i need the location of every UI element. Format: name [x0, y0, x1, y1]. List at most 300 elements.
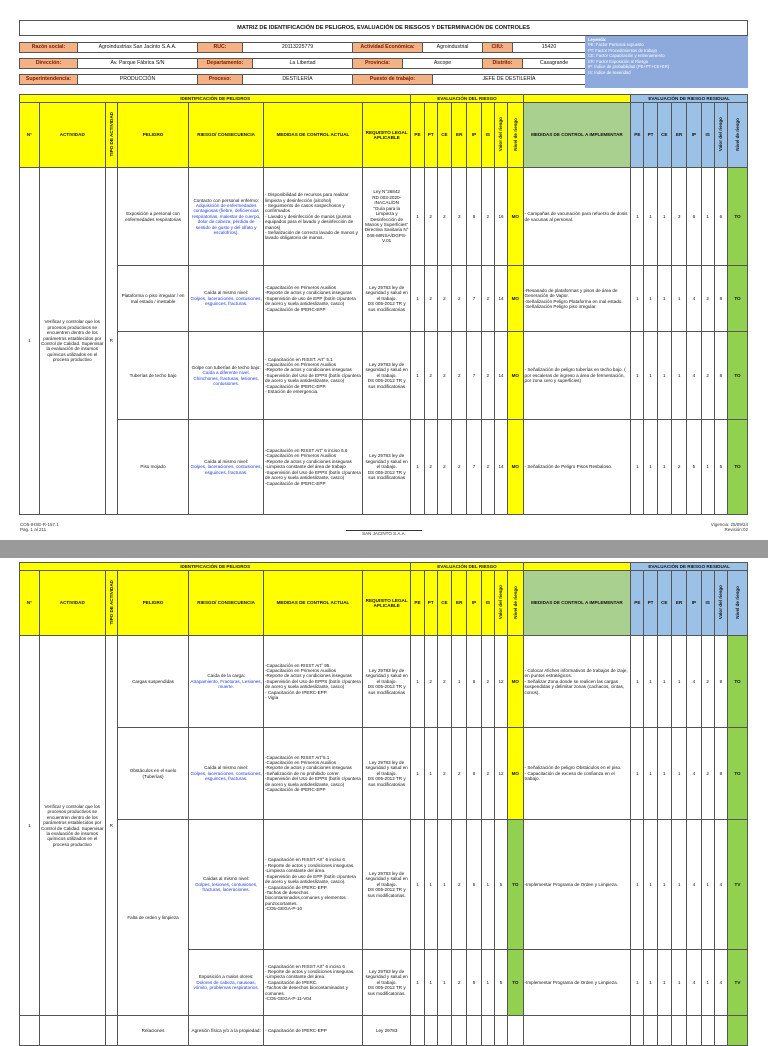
col-ce: CE: [437, 571, 451, 636]
provincia-value: Ascope: [403, 59, 483, 69]
ip-cell: 8: [467, 168, 481, 266]
riesgo-title: Caída de la carga:: [207, 673, 245, 679]
table-row: [20, 636, 748, 728]
actividad-cell: Verificar y controlar que los procesos productivos se encuentren dentro de los parámetros establecidos por Control de Calidad. Supervisar la evaluación de insumos químicos utilizados en el proceso productivo: [39, 636, 105, 1016]
row-number-cell: 1: [20, 168, 40, 515]
residual-er-cell: 1: [671, 728, 686, 820]
ce-cell: 2: [437, 332, 451, 420]
is-cell: 2: [481, 332, 494, 420]
medidas-cell: -Capacitación en RISST Art° 6 inciso 6.6 -Capacitación en Primeros Auxilios -Reporte de actos y condiciones inseguras -Limpieza constante del área de trabajo -Supervisión del Uso de EPPS (botín c/puntera de acero y suela antideslizante, casco) -Capacitación de IPERC-EPP: [264, 420, 363, 515]
peligro-cell: Obstáculos en el suelo (Tuberías): [117, 728, 188, 820]
nivel-riesgo-cell: MO: [508, 636, 523, 728]
residual-is-cell: 2: [701, 332, 714, 420]
peligro-cell: Relaciones: [117, 1016, 188, 1046]
nivel-riesgo-cell: MO: [508, 168, 523, 266]
er-cell: 2: [452, 420, 467, 515]
pt-cell: 1: [424, 950, 437, 1016]
residual-is-cell: 1: [701, 168, 714, 266]
col-r-nivel: Nivel de riesgo: [734, 585, 740, 619]
residual-pt-cell: 1: [644, 168, 657, 266]
tipo-cell: R: [105, 168, 117, 515]
requisito-cell: Ley 29783: [362, 1016, 410, 1046]
peligro-cell: Exposición a personal con enfermedades respiratorias: [117, 168, 188, 266]
col-n: N°: [20, 103, 40, 168]
col-r-er: ER: [671, 103, 686, 168]
col-actividad: ACTIVIDAD: [39, 571, 105, 636]
ruc-value: 20113225779: [243, 43, 353, 53]
er-cell: 2: [452, 332, 467, 420]
residual-is-cell: 1: [701, 820, 714, 950]
residual-er-cell: 1: [671, 636, 686, 728]
col-r-ip: IP: [687, 103, 701, 168]
riesgo-cell: [189, 266, 264, 332]
ip-cell: 7: [467, 332, 481, 420]
departamento-value: La Libertad: [253, 59, 353, 69]
col-pt: PT: [424, 103, 437, 168]
residual-valor-cell: 4: [714, 820, 727, 950]
residual-pe-cell: 1: [631, 636, 644, 728]
process-info-table: [19, 74, 586, 85]
actividad-value: Agroindustrial: [423, 43, 483, 53]
residual-pe-cell: 1: [631, 950, 644, 1016]
matrix-page-2: [0, 558, 768, 1033]
ip-cell: 5: [467, 820, 481, 950]
band-residual: EVALUACIÓN DE RIESGO RESIDUAL: [631, 563, 748, 571]
ip-cell: 7: [467, 266, 481, 332]
residual-ip-cell: 4: [687, 820, 701, 950]
residual-is-cell: 1: [701, 420, 714, 515]
proceso-label: Proceso:: [198, 75, 243, 85]
residual-er-cell: 3: [671, 168, 686, 266]
col-r-valor: Valor del riesgo: [718, 117, 724, 152]
implementar-cell: - Señalización de peligro Obstáculos en el piso. - Capacitación de exceso de confianza en el trabajo.: [523, 728, 631, 820]
pt-cell: 1: [424, 820, 437, 950]
implementar-cell: -Implementar Programa de Orden y Limpieza.: [523, 950, 631, 1016]
col-nivel: Nivel de riesgo: [512, 117, 518, 151]
ce-cell: 1: [437, 820, 451, 950]
legend-title: Leyenda:: [588, 37, 607, 42]
medidas-cell: - Capacitación en RISST Art° 6 inciso 6 - Reporte de actos y condiciones inseguras. -Limpieza constante del área. - Capacitación de IPERC. -Tachos de desechos biocontaminados y comunes. -CO5-GEGA-P-11-V04: [264, 950, 363, 1016]
page-separator: [0, 540, 768, 558]
requisito-cell: Ley 29783 ley de seguridad y salud en el trabajo. DS 005-2012 TR y sus modificatorias: [362, 332, 410, 420]
band-evaluacion: EVALUACIÓN DEL RIESGO: [411, 563, 523, 571]
requisito-cell: Ley 29783 ley de seguridad y salud en el trabajo. DS 005-2012 TR y sus modificatorias: [362, 636, 410, 728]
residual-ce-cell: 1: [657, 728, 671, 820]
riesgo-consecuencia: Golpes, lesiones, contusiones, fracturas, laceraciones.: [194, 881, 258, 893]
medidas-cell: -Capacitación en RISST Art° 95. -Capacitación en Primeros Auxilios -Reporte de actos y condiciones inseguras -Supervisión del Uso de EPPS (botín c/puntera de acero y suela antideslizante, casco) - Capacitación de IPERC-EPP. - Vigía: [264, 636, 363, 728]
footer-vigencia: Vigencia: 25/09/24: [710, 522, 748, 527]
razon-social-label: Razón social:: [20, 43, 78, 53]
er-cell: 2: [452, 820, 467, 950]
is-cell: 2: [481, 168, 494, 266]
riesgo-title: Caídas al mismo nivel:: [203, 876, 250, 882]
col-riesgo: RIESGO/ CONSECUENCIA: [189, 103, 264, 168]
col-medidas: MEDIDAS DE CONTROL ACTUAL: [264, 103, 363, 168]
riesgo-cell: [189, 820, 264, 950]
ip-cell: 6: [467, 728, 481, 820]
implementar-cell: - Campañas de vacunación para refuerzo de dosis de vacunas al personal.: [523, 168, 631, 266]
requisito-cell: Ley 29783 ley de seguridad y salud en el trabajo. DS 005-2012 TR y sus modificatorias: [362, 420, 410, 515]
nivel-riesgo-cell: MO: [508, 266, 523, 332]
residual-ce-cell: 1: [657, 636, 671, 728]
residual-er-cell: 1: [671, 820, 686, 950]
implementar-cell: -Implementar Programa de Orden y Limpieza.: [523, 820, 631, 950]
col-r-pe: PE: [631, 103, 644, 168]
legend-item: IP: Índice de probabilidad (PE+PT+CE+ER): [588, 64, 670, 70]
col-valor: Valor del riesgo: [498, 585, 504, 620]
page2-rows: [20, 636, 748, 1016]
riesgo-cell: [189, 420, 264, 515]
valor-cell: 14: [494, 266, 507, 332]
residual-ip-cell: 4: [687, 332, 701, 420]
pt-cell: 1: [424, 728, 437, 820]
ce-cell: 2: [437, 728, 451, 820]
distrito-value: Casagrande: [523, 59, 586, 69]
col-r-pt: PT: [644, 103, 657, 168]
ruc-label: RUC:: [198, 43, 243, 53]
legend-item: IS: Índice de severidad: [588, 69, 631, 75]
medidas-cell: - Capacitación en RISST Art° 6 inciso 6 - Reporte de actos y condiciones inseguras. -Limpieza constante del área. -Supervisión de uso de EPP (botín c/puntera de acero y suela antideslizante, casco). - Capacitación de IPERC-EPP. -Tachos de desechos biocontaminados,comunes y elementos punzocortantes. -CO5-GEGA-P-10: [264, 820, 363, 950]
requisito-cell: Ley 29783 ley de seguridad y salud en el trabajo. DS 005-2012 TR y sus modificatorias: [362, 266, 410, 332]
pe-cell: 1: [411, 950, 424, 1016]
col-implementar: MEDIDAS DE CONTROL A IMPLEMENTAR: [523, 571, 631, 636]
valor-cell: 5: [494, 820, 507, 950]
table-row: [20, 168, 748, 266]
col-is: IS: [481, 571, 494, 636]
col-is: IS: [481, 103, 494, 168]
table-row: [20, 266, 748, 332]
pe-cell: 1: [411, 332, 424, 420]
er-cell: 2: [452, 728, 467, 820]
residual-nivel-cell: TO: [727, 168, 747, 266]
residual-er-cell: 1: [671, 950, 686, 1016]
table-row: [20, 820, 748, 950]
riesgo-consecuencia: Atrapamiento, Fracturas, Lesiones, muerte.: [190, 678, 262, 690]
proceso-value: DESTILERÍA: [243, 75, 353, 85]
pe-cell: 1: [411, 820, 424, 950]
pe-cell: 1: [411, 168, 424, 266]
footer-code: CO5-IHSE-R-157.1: [20, 522, 59, 527]
actividad-label: Actividad Económica:: [353, 43, 423, 53]
legend-item: PT: Factor Procedimientos de trabajo: [588, 47, 657, 53]
residual-nivel-cell: TV: [727, 820, 747, 950]
residual-valor-cell: 8: [714, 636, 727, 728]
residual-ce-cell: 1: [657, 950, 671, 1016]
residual-valor-cell: 6: [714, 168, 727, 266]
residual-er-cell: 2: [671, 420, 686, 515]
residual-ip-cell: 4: [687, 636, 701, 728]
ce-cell: 2: [437, 420, 451, 515]
er-cell: 2: [452, 950, 467, 1016]
col-valor: Valor del riesgo: [498, 117, 504, 152]
table-row: [20, 728, 748, 820]
riesgo-cell: [189, 168, 264, 266]
col-riesgo: RIESGO/ CONSECUENCIA: [189, 571, 264, 636]
ce-cell: 2: [437, 636, 451, 728]
legend-box: [585, 36, 748, 88]
nivel-riesgo-cell: TO: [508, 950, 523, 1016]
residual-is-cell: 1: [701, 950, 714, 1016]
superintendencia-value: PRODUCCIÓN: [78, 75, 198, 85]
col-pe: PE: [411, 571, 424, 636]
residual-ce-cell: 1: [657, 332, 671, 420]
residual-valor-cell: 4: [714, 950, 727, 1016]
is-cell: 2: [481, 266, 494, 332]
implementar-cell: - Señalización de Peligro Pisos Resbaloso.: [523, 420, 631, 515]
is-cell: 2: [481, 728, 494, 820]
residual-nivel-cell: TO: [727, 636, 747, 728]
ciiu-value: 15420: [513, 43, 586, 53]
col-r-is: IS: [701, 571, 714, 636]
nivel-riesgo-cell: MO: [508, 420, 523, 515]
medidas-cell: -Capacitación en RISST Art°5.1 -Capacitación en Primeros Auxilios -Reporte de actos y condiciones inseguras -Señalización de no prohibido correr. -Supervisión del Uso de EPPS (botín c/puntera de acero y suela antideslizante, casco) -Capacitación de IPERC-EPP: [264, 728, 363, 820]
col-r-ce: CE: [657, 103, 671, 168]
residual-valor-cell: 5: [714, 420, 727, 515]
peligro-cell: Tuberías de techo bajo: [117, 332, 188, 420]
footer-company: SAN JACINTO S.A.A.: [346, 530, 422, 536]
col-r-ce: CE: [657, 571, 671, 636]
riesgo-consecuencia: Golpes, laceraciones, contusiones, esguinces, fracturas.: [190, 295, 262, 307]
col-r-pe: PE: [631, 571, 644, 636]
is-cell: 1: [481, 820, 494, 950]
residual-ce-cell: 1: [657, 820, 671, 950]
col-peligro: PELIGRO: [117, 103, 188, 168]
col-ip: IP: [467, 571, 481, 636]
residual-pt-cell: 1: [644, 420, 657, 515]
residual-ip-cell: 4: [687, 266, 701, 332]
col-nivel: Nivel de riesgo: [512, 585, 518, 619]
residual-is-cell: 2: [701, 728, 714, 820]
row-number-cell: 1: [20, 636, 40, 1016]
residual-ce-cell: 1: [657, 420, 671, 515]
valor-cell: 12: [494, 728, 507, 820]
riesgo-cell: [189, 636, 264, 728]
residual-pe-cell: 1: [631, 332, 644, 420]
col-medidas: MEDIDAS DE CONTROL ACTUAL: [264, 571, 363, 636]
pe-cell: 1: [411, 266, 424, 332]
col-r-nivel: Nivel de riesgo: [734, 117, 740, 151]
riesgo-title: Caída al mismo nivel:: [204, 765, 249, 771]
direccion-value: Av. Parque Fábrica S/N: [78, 59, 198, 69]
implementar-cell: -Resanado de plataformas y pisos de área de Generación de Vapor. -Señalización Peligro Plataforma en mal estado. -Señalización Peligro piso irregular.: [523, 266, 631, 332]
riesgo-consecuencia: Golpes, laceraciones, contusiones, esguinces, fracturas.: [190, 770, 262, 782]
residual-pe-cell: 1: [631, 820, 644, 950]
pt-cell: 2: [424, 332, 437, 420]
residual-valor-cell: 8: [714, 728, 727, 820]
residual-is-cell: 2: [701, 266, 714, 332]
residual-pt-cell: 1: [644, 820, 657, 950]
pe-cell: 1: [411, 728, 424, 820]
residual-pt-cell: 1: [644, 266, 657, 332]
residual-nivel-cell: TO: [727, 728, 747, 820]
is-cell: 2: [481, 420, 494, 515]
riesgo-cell: [189, 728, 264, 820]
riesgo-cell: [189, 950, 264, 1016]
residual-pe-cell: 1: [631, 728, 644, 820]
address-info-table: [19, 58, 586, 69]
footer-revision: Revisión:02: [724, 527, 748, 533]
residual-pt-cell: 1: [644, 728, 657, 820]
tipo-cell: R: [105, 636, 117, 1016]
valor-cell: 14: [494, 332, 507, 420]
col-ip: IP: [467, 103, 481, 168]
residual-pt-cell: 1: [644, 332, 657, 420]
er-cell: 1: [452, 636, 467, 728]
col-r-is: IS: [701, 103, 714, 168]
footer-page: Pag. 1 al 211: [20, 527, 47, 533]
medidas-cell: -Capacitación en Primeros Auxilios -Reporte de actos y condiciones inseguras -Supervisión de uso de EPP (botín c/puntera de acero y suela antideslizante, casco) -Capacitación de IPERC-EPP: [264, 266, 363, 332]
riesgo-title: Exposición a malos olores:: [198, 974, 254, 980]
residual-nivel-cell: TO: [727, 266, 747, 332]
nivel-riesgo-cell: MO: [508, 332, 523, 420]
medidas-cell: - Capacitación en RISST. Art° 5.1 -Capacitación en Primeros Auxilios -Reporte de actos y condiciones inseguras -Supervisión del Uso de EPPS (botín c/puntera de acero y suela antideslizante, casco) -Capacitación de IPERC-EPP. - Estación de emergencia.: [264, 332, 363, 420]
medidas-cell: - Capacitación de IPERC-EPP: [264, 1016, 363, 1046]
ip-cell: 7: [467, 420, 481, 515]
riesgo-title: Contacto con personal enfermo:: [193, 197, 259, 203]
puesto-label: Puesto de trabajo:: [353, 75, 433, 85]
departamento-label: Departamento:: [198, 59, 253, 69]
residual-er-cell: 1: [671, 266, 686, 332]
riesgo-title: Caída al mismo nivel:: [204, 290, 249, 296]
puesto-value: JEFE DE DESTILERÍA: [433, 75, 586, 85]
table-row: [20, 332, 748, 420]
col-implementar: MEDIDAS DE CONTROL A IMPLEMENTAR: [523, 103, 631, 168]
valor-cell: 14: [494, 420, 507, 515]
residual-ip-cell: 4: [687, 728, 701, 820]
requisito-cell: Ley 29783 ley de seguridad y salud en el trabajo. DS 005-2012 TR y sus modificatorias.: [362, 820, 410, 950]
col-tipo: TIPO DE ACTIVIDAD: [108, 112, 114, 157]
pe-cell: 1: [411, 636, 424, 728]
requisito-cell: Ley N°26842 RD 003-2020-INACAL/DN "Guía para la Limpieza y Desinfección de Manos y Superficies" Directiva Sanitaria N° 048-MINSA/DGPS-V.01: [362, 168, 410, 266]
ce-cell: 1: [437, 950, 451, 1016]
riesgo-consecuencia: Dolores de cabeza, nauseas, vómito, problemas respiratorios.: [193, 979, 259, 991]
col-er: ER: [452, 103, 467, 168]
residual-nivel-cell: TO: [727, 332, 747, 420]
valor-cell: 12: [494, 636, 507, 728]
ce-cell: 2: [437, 266, 451, 332]
superintendencia-label: Superintendencia:: [20, 75, 78, 85]
table-row-partial: [20, 1016, 748, 1046]
band-evaluacion: EVALUACIÓN DEL RIESGO: [411, 95, 523, 103]
residual-ip-cell: 5: [687, 420, 701, 515]
residual-is-cell: 2: [701, 636, 714, 728]
col-peligro: PELIGRO: [117, 571, 188, 636]
pt-cell: 2: [424, 636, 437, 728]
valor-cell: 5: [494, 950, 507, 1016]
medidas-cell: - Disponibilidad de recursos para realizar limpieza y desinfección (alcohol) - Seguimiento de casos sospechosos y confirmados - Lavado y desinfección de manos (puntos equipados para el lavado y desinfección de manos) - Señalización de correcto lavado de manos y lavado obligatorio de manos.: [264, 168, 363, 266]
peligro-cell: Plataforma o piso irregular / en mal estado / inestable: [117, 266, 188, 332]
is-cell: 2: [481, 636, 494, 728]
residual-pe-cell: 1: [631, 168, 644, 266]
ip-cell: 6: [467, 636, 481, 728]
legend-item: ER: Factor Exposición al Riesgo: [588, 58, 649, 64]
residual-ce-cell: 1: [657, 168, 671, 266]
band-residual: EVALUACIÓN DE RIESGO RESIDUAL: [631, 95, 748, 103]
riesgo-title: Caída al mismo nivel:: [204, 458, 249, 464]
footer-right: [711, 522, 748, 533]
residual-nivel-cell: TO: [727, 420, 747, 515]
footer-left: [20, 522, 59, 533]
riesgo-title: Golpe con tuberías de techo bajo:: [191, 364, 261, 370]
riesgo-consecuencia: Caída a diferente nivel. Chinchones, fracturas, lesiones, contusiones.: [193, 370, 259, 386]
ip-cell: 5: [467, 950, 481, 1016]
col-r-pt: PT: [644, 571, 657, 636]
legend-item: CE: Factor Capacitación y entrenamiento: [588, 53, 665, 59]
col-pt: PT: [424, 571, 437, 636]
ciiu-label: CIIU:: [483, 43, 513, 53]
col-er: ER: [452, 571, 467, 636]
is-cell: 1: [481, 950, 494, 1016]
risk-matrix-table-continued: [19, 562, 748, 1046]
distrito-label: Distrito:: [483, 59, 523, 69]
residual-valor-cell: 8: [714, 266, 727, 332]
table-row: [20, 420, 748, 515]
residual-pe-cell: 1: [631, 266, 644, 332]
provincia-label: Provincia:: [353, 59, 403, 69]
residual-ip-cell: 4: [687, 950, 701, 1016]
riesgo-consecuencia: Golpes, laceraciones, contusiones, esguinces, fracturas.: [190, 464, 262, 475]
company-info-table: [19, 42, 586, 53]
col-pe: PE: [411, 103, 424, 168]
requisito-cell: Ley 29783 ley de seguridad y salud en el trabajo. DS 005-2012 TR y sus modificatorias.: [362, 950, 410, 1016]
legend-item: PE: Factor Personal expuesto: [588, 42, 644, 48]
nivel-riesgo-cell: TO: [508, 820, 523, 950]
pt-cell: 2: [424, 266, 437, 332]
nivel-riesgo-cell: MO: [508, 728, 523, 820]
col-r-er: ER: [671, 571, 686, 636]
er-cell: 3: [452, 168, 467, 266]
riesgo-cell: [189, 332, 264, 420]
col-ce: CE: [437, 103, 451, 168]
document-title: MATRIZ DE IDENTIFICACIÓN DE PELIGROS, EVALUACIÓN DE RIESGOS Y DETERMINACIÓN DE CONTROLES: [19, 20, 748, 36]
riesgo-cell: Agresión física y/o a la propiedad:: [189, 1016, 264, 1046]
residual-er-cell: 1: [671, 332, 686, 420]
residual-pe-cell: 1: [631, 420, 644, 515]
pt-cell: 2: [424, 420, 437, 515]
col-tipo: TIPO DE ACTIVIDAD: [108, 580, 114, 625]
col-requisito: REQUISITO LEGAL APLICABLE: [362, 103, 410, 168]
peligro-cell: Falta de orden y limpieza: [117, 820, 188, 1016]
pt-cell: 2: [424, 168, 437, 266]
page1-rows: [20, 168, 748, 515]
riesgo-consecuencia: Adquisición de enfermedades contagiosas (fiebre, deficiencias respiratorias, malestar de cuerpo, dolor de cabeza, pérdida de sentido de gusto y del olfato y escalofríos).: [191, 202, 261, 236]
risk-matrix-table: [19, 94, 748, 515]
col-r-ip: IP: [687, 571, 701, 636]
ce-cell: 2: [437, 168, 451, 266]
band-identificacion: IDENTIFICACIÓN DE PELIGROS: [20, 95, 411, 103]
residual-pt-cell: 1: [644, 636, 657, 728]
residual-nivel-cell: TV: [727, 950, 747, 1016]
valor-cell: 16: [494, 168, 507, 266]
direccion-label: Dirección:: [20, 59, 78, 69]
residual-pt-cell: 1: [644, 950, 657, 1016]
requisito-cell: Ley 29783 ley de seguridad y salud en el trabajo. DS 005-2012 TR y sus modificatorias: [362, 728, 410, 820]
pe-cell: 1: [411, 420, 424, 515]
peligro-cell: Piso mojado: [117, 420, 188, 515]
razon-social-value: Agroindustrias San Jacinto S.A.A.: [78, 43, 198, 53]
col-n: N°: [20, 571, 40, 636]
col-actividad: ACTIVIDAD: [39, 103, 105, 168]
peligro-cell: Cargas suspendidas: [117, 636, 188, 728]
residual-ce-cell: 1: [657, 266, 671, 332]
actividad-cell: Verificar y controlar que los procesos productivos se encuentren dentro de los parámetros establecidos por Control de Calidad. Supervisar la evaluación de insumos químicos utilizados en el proceso productivo: [39, 168, 105, 515]
residual-valor-cell: 8: [714, 332, 727, 420]
er-cell: 2: [452, 266, 467, 332]
implementar-cell: - Señalización de peligro tuberías en techo bajo. ( por escaleras de ingreso a área de fermentación, por zona cero y superficies): [523, 332, 631, 420]
col-requisito: REQUISITO LEGAL APLICABLE: [362, 571, 410, 636]
residual-ip-cell: 6: [687, 168, 701, 266]
band-identificacion: IDENTIFICACIÓN DE PELIGROS: [20, 563, 411, 571]
